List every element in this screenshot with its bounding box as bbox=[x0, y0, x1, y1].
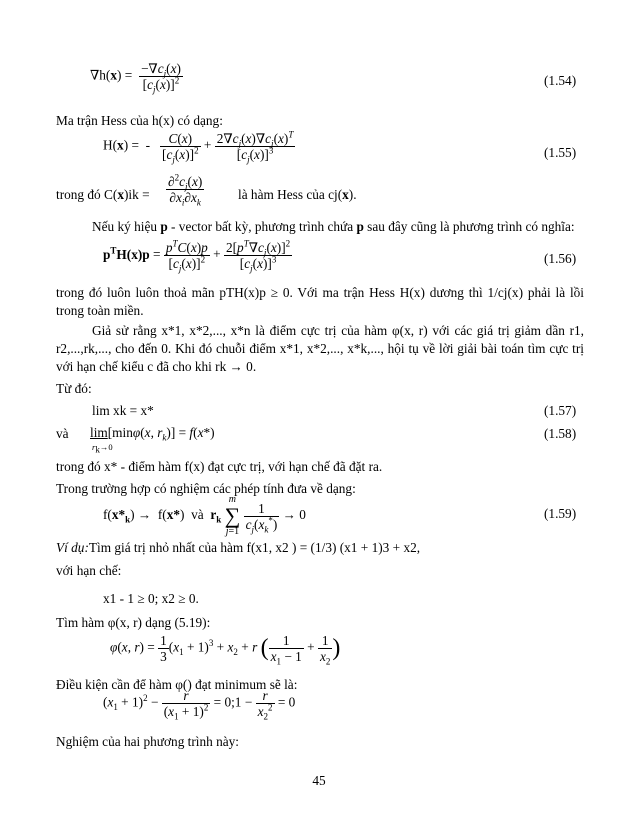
equation-number-1-55: (1.55) bbox=[544, 145, 577, 160]
p-intro-p2: p bbox=[356, 219, 364, 234]
where-c-suffix-x: x bbox=[342, 187, 349, 202]
where-c-line bbox=[56, 186, 150, 203]
constraint-intro: với hạn chế: bbox=[56, 563, 122, 578]
equation-1-55: H(x) = - $\frac{C(x)}{[c_j(x)]^2}$ + $\frac{2\nabla c_j(x)\nabla c_j(x)^T}{[c_j(x)]^3}$ bbox=[103, 129, 294, 165]
equation-number-1-58: (1.58) bbox=[544, 426, 577, 441]
where-c-suffix-line bbox=[238, 186, 357, 203]
where-c-x: x bbox=[117, 187, 124, 202]
where-c-sub: )ik = bbox=[123, 187, 150, 202]
condition-paragraph: Điều kiện cần để hàm φ() đạt minimum sẽ là: bbox=[56, 677, 298, 692]
hess-partial-fraction: $\frac{\partial^2c_j(x)}{\partial x_i\partial x_k}$ bbox=[168, 172, 203, 208]
p-intro-c: sau đây cũng là phương trình có nghĩa: bbox=[363, 219, 575, 234]
condition-formula: $(x_1 + 1)^2$ − $\frac{r}{(x_1 + 1)^2}$ = 0;1 − $\frac{r}{x_2^2}$ = 0 bbox=[103, 688, 296, 722]
lim-xk: lim xk = x* bbox=[92, 403, 154, 418]
example-text: Tìm giá trị nhỏ nhất của hàm f(x1, x2 ) = (1/3) (x1 + 1)3 + x2, bbox=[88, 540, 421, 555]
equation-1-58: lim[minφ(x, $r_k)] = f(x*)$ bbox=[90, 425, 215, 443]
equation-number-1-54: (1.54) bbox=[544, 73, 577, 88]
solution-paragraph: Nghiệm của hai phương trình này: bbox=[56, 734, 239, 749]
hess-intro: Ma trận Hess của h(x) có dạng: bbox=[56, 113, 223, 128]
from-that: Từ đó: bbox=[56, 381, 92, 396]
page-number: 45 bbox=[312, 773, 326, 788]
equation-number-1-56: (1.56) bbox=[544, 251, 577, 266]
equation-number-1-59: (1.59) bbox=[544, 506, 577, 521]
phi-formula: φ(x, r) = $\frac{1}{3}$ $(x_1 + 1)^3 + x_2 + r$ ( $\frac{1}{x_1 - 1}$ + $\frac{1}{x_2}$ ) bbox=[110, 633, 341, 667]
p-intro-p: p bbox=[160, 219, 168, 234]
constraints: x1 - 1 ≥ 0; x2 ≥ 0. bbox=[103, 591, 199, 606]
equation-1-59: $f(x*_k) \to f(x*)$ và $r_k$ m ∑ j=1 $\frac{1}{c_j(x_k^*)}$ → 0 bbox=[103, 494, 306, 537]
where-c-suffix: là hàm Hess của cj( bbox=[238, 187, 343, 202]
where-c-prefix: trong đó C( bbox=[56, 187, 118, 202]
p-intro-b: - vector bất kỳ, phương trình chứa bbox=[167, 219, 357, 234]
p-intro-a: Nếu ký hiệu bbox=[92, 219, 161, 234]
equation-1-54: ∇h(x) = $\frac{-\nabla c_j(x)}{[c_j(x)]^2}$ bbox=[90, 61, 181, 95]
where-c-end: ). bbox=[348, 187, 357, 202]
p-intro bbox=[92, 218, 575, 235]
equation-number-1-57: (1.57) bbox=[544, 403, 577, 418]
and-word: và bbox=[56, 426, 69, 441]
case-paragraph: Trong trường hợp có nghiệm các phép tính đưa về dạng: bbox=[56, 481, 356, 496]
assume-paragraph: Giả sử rằng x*1, x*2,..., x*n là điểm cực trị của hàm φ(x, r) với các giá trị giảm dần r1, r2,...,rk,..., cho đến 0. Khi đó chuỗi điểm x*1, x*2,..., x*k,..., hội tụ về lời giải bài toán tìm cực trị với hạn chế kiểu c đã cho khi rk → 0. bbox=[56, 323, 584, 374]
x-star-paragraph: trong đó x* - điểm hàm f(x) đạt cực trị, với hạn chế đã đặt ra. bbox=[56, 459, 383, 474]
example-line bbox=[56, 539, 420, 556]
equation-1-56: $p^TH(x)p$ = $\frac{p^TC(x)p}{[c_j(x)]^2}$ + $\frac{2[p^T\nabla c_j(x)]^2}{[c_j(x)]^3}$ bbox=[103, 238, 291, 274]
find-phi: Tìm hàm φ(x, r) dạng (5.19): bbox=[56, 615, 211, 630]
example-label: Ví dụ: bbox=[56, 540, 89, 555]
lim-subscript: $r_k\to 0$ bbox=[92, 442, 113, 455]
convex-paragraph: trong đó luôn luôn thoả mãn pTH(x)p ≥ 0. Với ma trận Hess H(x) dương thì 1/cj(x) phải là lồi trong toàn miền. bbox=[56, 285, 584, 318]
